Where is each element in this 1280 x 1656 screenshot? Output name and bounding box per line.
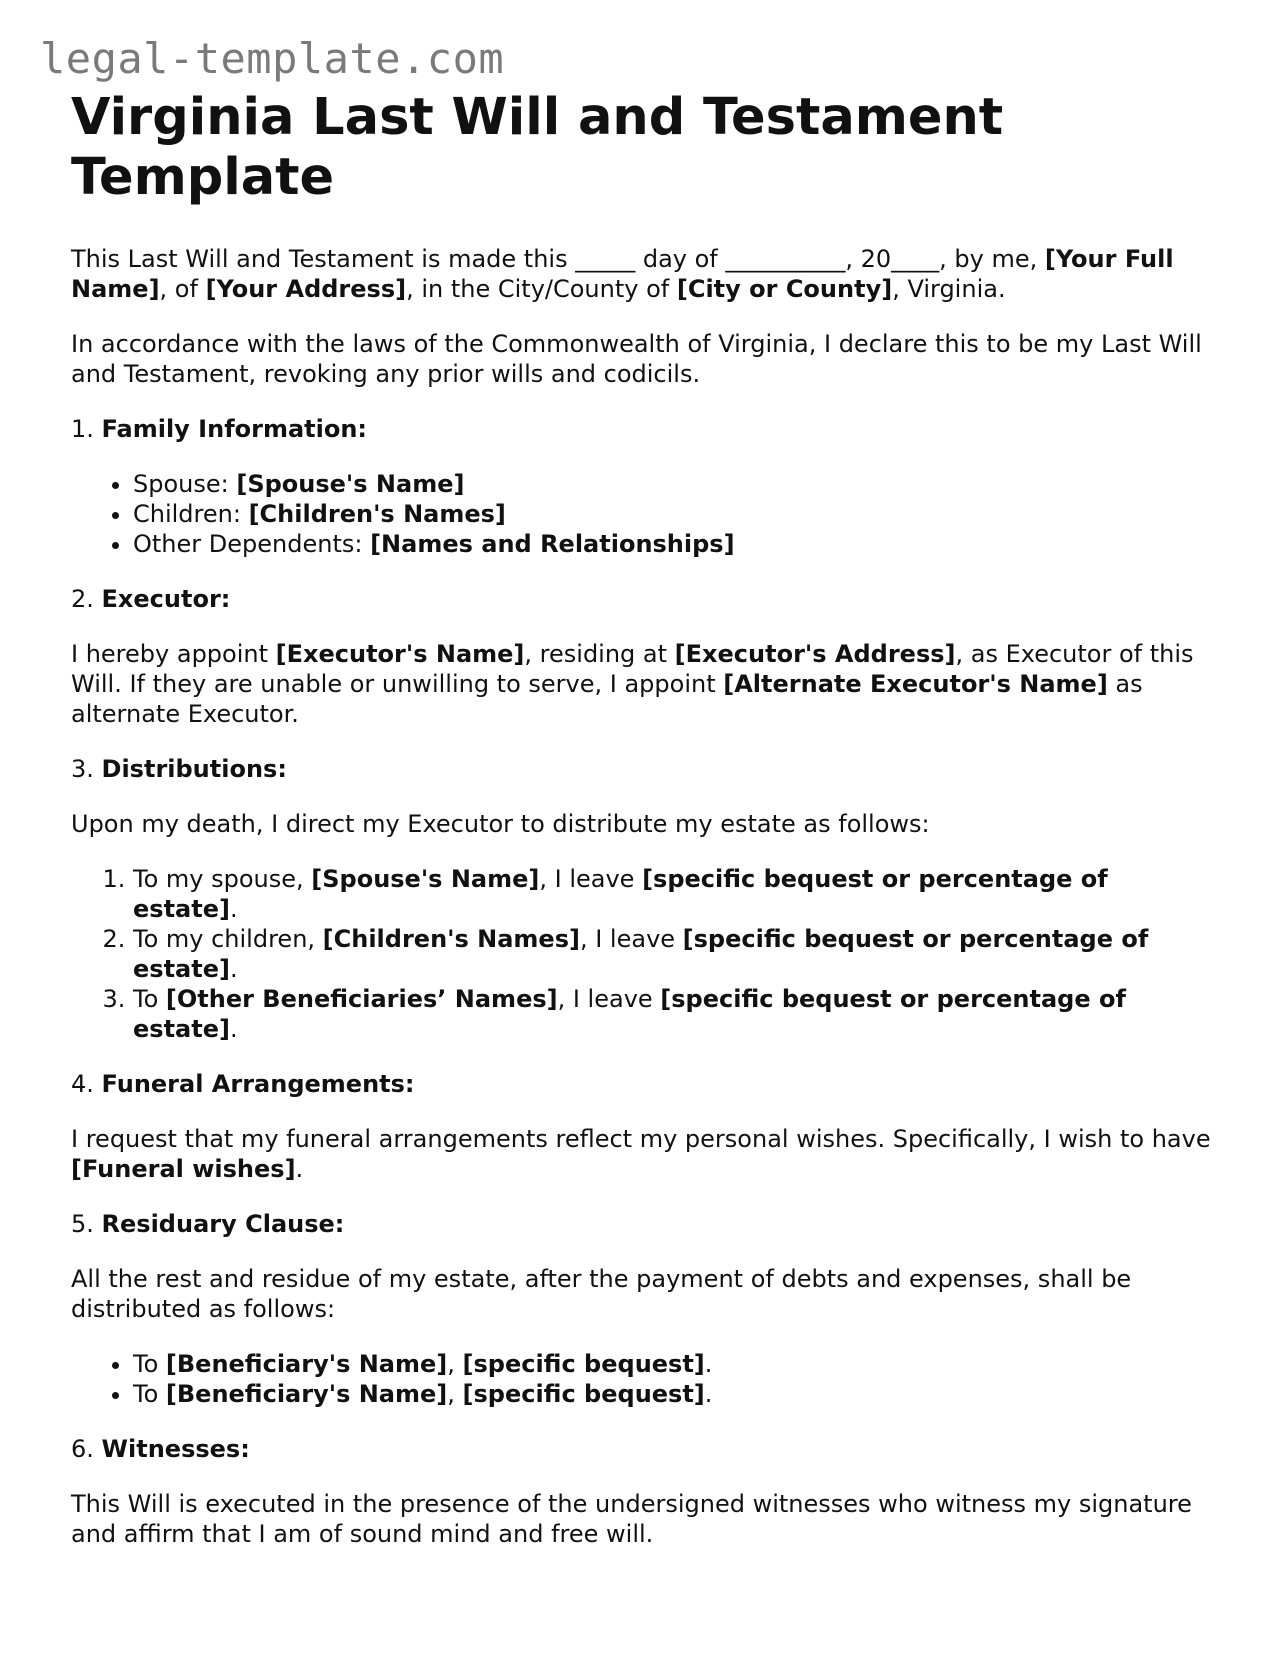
executor-name-placeholder: [Executor's Name] xyxy=(275,640,525,668)
text: . xyxy=(704,1350,713,1378)
item-placeholder: [Children's Names] xyxy=(248,500,506,528)
section-number: 6. xyxy=(71,1435,102,1463)
section-family-heading xyxy=(71,414,1211,444)
intro-address-placeholder: [Your Address] xyxy=(205,275,407,303)
bequest-placeholder: [specific bequest] xyxy=(462,1380,705,1408)
intro-text-3: , in the City/County of xyxy=(406,275,677,303)
intro-text-1: This Last Will and Testament is made this _____ day of __________, 20____, by me, xyxy=(71,245,1045,273)
text: , xyxy=(447,1350,463,1378)
section-residuary-heading xyxy=(71,1209,1211,1239)
funeral-paragraph xyxy=(71,1124,1211,1184)
watermark: legal-template.com xyxy=(40,34,505,83)
text: , I leave xyxy=(557,985,661,1013)
text: . xyxy=(229,1015,238,1043)
item-label: Spouse: xyxy=(133,470,237,498)
residuary-lead: All the rest and residue of my estate, after the payment of debts and expenses, shall be distributed as follows: xyxy=(71,1265,1132,1323)
alternate-executor-placeholder: [Alternate Executor's Name] xyxy=(723,670,1108,698)
document xyxy=(71,88,1211,1549)
text: . xyxy=(704,1380,713,1408)
section-number: 4. xyxy=(71,1070,102,1098)
text: To my children, xyxy=(133,925,323,953)
bequest-placeholder: [specific bequest or percentage of estate] xyxy=(133,865,1108,923)
section-executor-heading xyxy=(71,584,1211,614)
executor-paragraph xyxy=(71,639,1211,729)
text: . xyxy=(229,895,238,923)
list-item xyxy=(133,529,1211,559)
bequest-placeholder: [specific bequest or percentage of estate] xyxy=(133,925,1149,983)
item-label: Children: xyxy=(133,500,249,528)
text: . xyxy=(229,955,238,983)
list-item xyxy=(133,469,1211,499)
section-number: 1. xyxy=(71,415,102,443)
section-number: 2. xyxy=(71,585,102,613)
section-witnesses-heading xyxy=(71,1434,1211,1464)
distributions-lead: Upon my death, I direct my Executor to distribute my estate as follows: xyxy=(71,810,930,838)
intro-text-4: , Virginia. xyxy=(892,275,1006,303)
beneficiary-placeholder: [Children's Names] xyxy=(322,925,580,953)
family-list xyxy=(71,469,1211,559)
section-title: Residuary Clause: xyxy=(101,1210,345,1238)
beneficiary-placeholder: [Beneficiary's Name] xyxy=(165,1380,448,1408)
distributions-list xyxy=(71,864,1211,1044)
beneficiary-placeholder: [Spouse's Name] xyxy=(311,865,540,893)
declaration-paragraph: In accordance with the laws of the Commonwealth of Virginia, I declare this to be my Last Will and Testament, revoking any prior wills and codicils. xyxy=(71,330,1202,388)
section-title: Executor: xyxy=(101,585,231,613)
section-title: Funeral Arrangements: xyxy=(101,1070,415,1098)
residuary-list xyxy=(71,1349,1211,1409)
text: , as Executor of this Will. If they are unable or unwilling to serve, I appoint xyxy=(71,640,1194,698)
executor-address-placeholder: [Executor's Address] xyxy=(674,640,956,668)
intro-text-2: , of xyxy=(159,275,206,303)
section-number: 3. xyxy=(71,755,102,783)
beneficiary-placeholder: [Other Beneficiaries’ Names] xyxy=(165,985,558,1013)
section-number: 5. xyxy=(71,1210,102,1238)
text: , residing at xyxy=(524,640,675,668)
witnesses-paragraph: This Will is executed in the presence of the undersigned witnesses who witness my signature and affirm that I am of sound mind and free will. xyxy=(71,1490,1192,1548)
item-placeholder: [Spouse's Name] xyxy=(236,470,465,498)
funeral-wishes-placeholder: [Funeral wishes] xyxy=(71,1155,296,1183)
intro-paragraph xyxy=(71,244,1211,304)
section-title: Distributions: xyxy=(101,755,287,783)
list-item xyxy=(133,1349,1211,1379)
intro-city-placeholder: [City or County] xyxy=(676,275,893,303)
text: , I leave xyxy=(579,925,683,953)
list-item xyxy=(133,924,1211,984)
text: I hereby appoint xyxy=(71,640,276,668)
text: I request that my funeral arrangements reflect my personal wishes. Specifically, I wish to have xyxy=(71,1125,1211,1153)
intro-full-name-placeholder: [Your Full Name] xyxy=(71,245,1174,303)
item-label: Other Dependents: xyxy=(133,530,371,558)
section-funeral-heading xyxy=(71,1069,1211,1099)
text: as alternate Executor. xyxy=(71,670,1143,728)
document-title: Virginia Last Will and Testament Template xyxy=(71,88,1004,207)
text: , xyxy=(447,1380,463,1408)
beneficiary-placeholder: [Beneficiary's Name] xyxy=(165,1350,448,1378)
text: To my spouse, xyxy=(133,865,312,893)
list-item xyxy=(133,984,1211,1044)
text: To xyxy=(133,1350,166,1378)
list-item xyxy=(133,1379,1211,1409)
section-distributions-heading xyxy=(71,754,1211,784)
section-title: Witnesses: xyxy=(101,1435,250,1463)
list-item xyxy=(133,864,1211,924)
text: , I leave xyxy=(539,865,643,893)
section-title: Family Information: xyxy=(101,415,368,443)
text: To xyxy=(133,985,166,1013)
list-item xyxy=(133,499,1211,529)
text: To xyxy=(133,1380,166,1408)
text: . xyxy=(295,1155,304,1183)
bequest-placeholder: [specific bequest] xyxy=(462,1350,705,1378)
item-placeholder: [Names and Relationships] xyxy=(370,530,735,558)
bequest-placeholder: [specific bequest or percentage of estate] xyxy=(133,985,1126,1043)
